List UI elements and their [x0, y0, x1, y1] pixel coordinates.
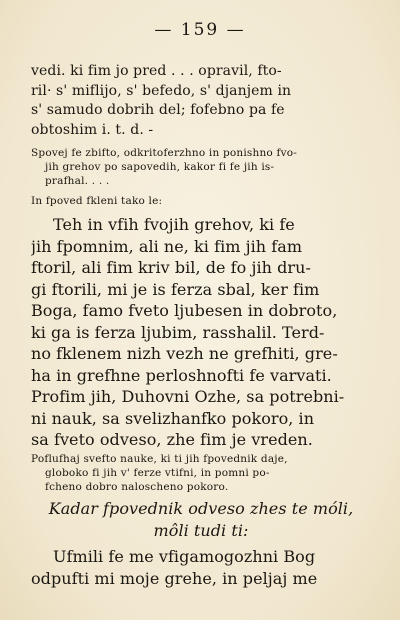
note-line: Spovej fe zbifto, odkritoferzhno in ponishno fvo-: [31, 147, 297, 159]
text-line: sa fveto odveso, zhe fim je vreden.: [31, 430, 313, 449]
note-line: globoko fi jih v' ferze vtifni, in pomni po-: [45, 467, 270, 479]
paragraph-2: [31, 214, 371, 451]
text-line: Teh in vfih fvojih grehov, ki fe: [53, 215, 295, 234]
text-line: vedi. ki fim jo pred . . . opravil, fto-: [31, 63, 282, 79]
instruction-note-1: [31, 146, 371, 188]
heading-line: Kadar fpovednik odveso zhes te móli,: [48, 499, 354, 518]
text-line: s' samudo dobrih del; fofebno pa fe: [31, 102, 285, 118]
text-line: Boga, famo fveto ljubesen in dobroto,: [31, 301, 338, 320]
text-line: ni nauk, sa svelizhanfko pokoro, in: [31, 408, 315, 428]
note-line: Poflufhaj svefto nauke, ki ti jih fpovednik daje,: [31, 453, 288, 465]
text-line: odpufti mi moje grehe, in peljaj me: [31, 568, 318, 588]
note-line: In fpoved fkleni tako le:: [31, 195, 163, 207]
instruction-note-3: [31, 452, 371, 494]
section-heading: [31, 498, 371, 541]
paragraph-3: [31, 546, 371, 589]
note-line: jih grehov po sapovedih, kakor fi fe jih is-: [45, 161, 275, 173]
heading-line: môli tudi ti:: [153, 520, 249, 540]
paragraph-1: [31, 62, 371, 140]
text-line: ha in grefhne perloshnofti fe varvati.: [31, 365, 332, 385]
text-line: ki ga is ferza ljubim, rasshalil. Terd-: [31, 322, 325, 342]
note-line: fcheno dobro naloscheno pokoro.: [45, 481, 229, 493]
text-line: Profim jih, Duhovni Ozhe, sa potrebni-: [31, 387, 345, 406]
text-line: ftoril, ali fim kriv bil, de fo jih dru-: [31, 258, 311, 277]
text-line: no fklenem nizh vezh ne grefhiti, gre-: [31, 344, 338, 363]
text-line: ril· s' miflijo, s' befedo, s' djanjem in: [31, 82, 292, 99]
text-line: obtoshim i. t. d. -: [31, 121, 154, 138]
text-line: Ufmili fe me vfigamogozhni Bog: [53, 547, 316, 566]
text-line: jih fpomnim, ali ne, ki fim jih fam: [31, 236, 303, 256]
text-line: gi ftorili, mi je is ferza sbal, ker fim: [31, 279, 320, 299]
instruction-note-2: [31, 194, 371, 208]
note-line: prafhal. . . .: [45, 175, 110, 187]
page-number: — 159 —: [154, 20, 246, 40]
